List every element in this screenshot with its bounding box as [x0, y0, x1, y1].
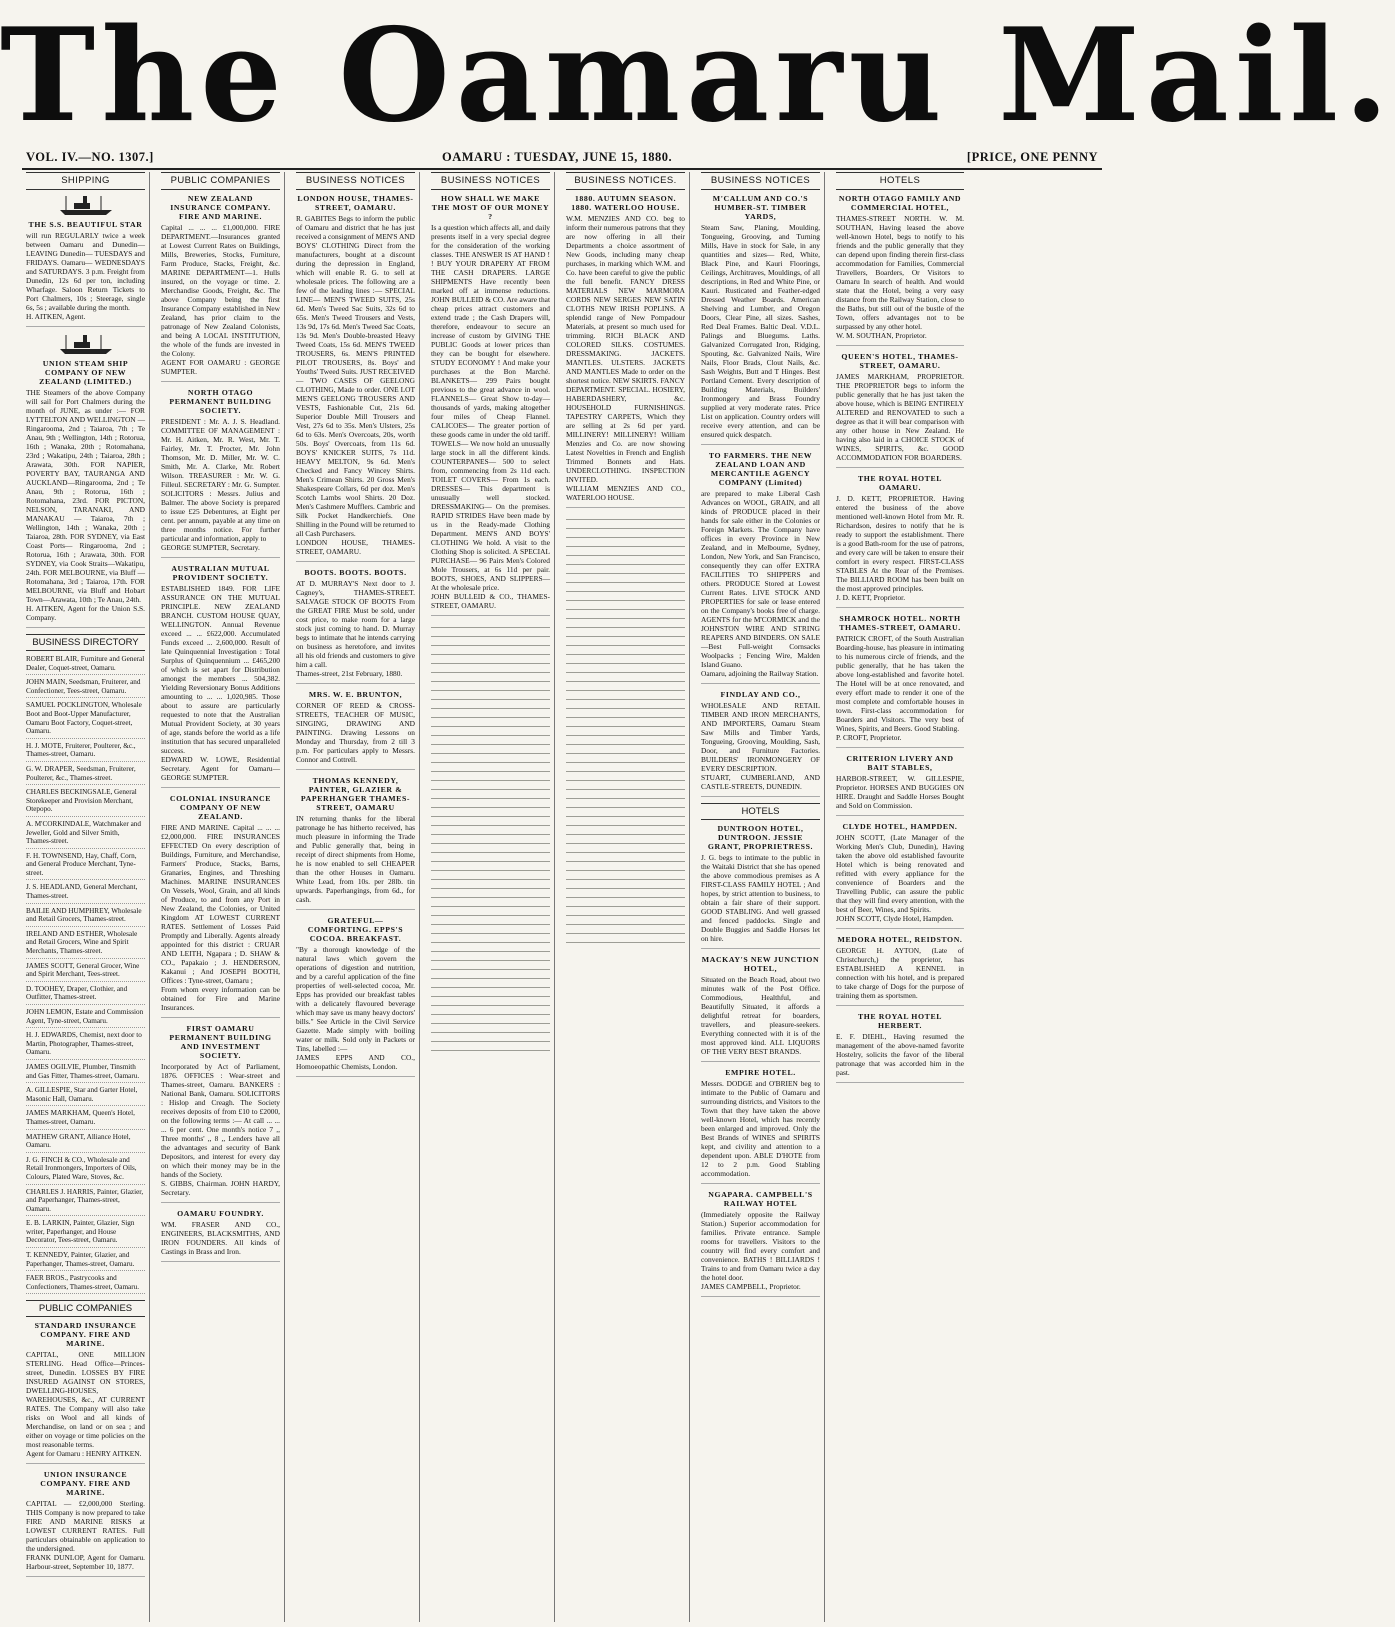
ad-heading: LONDON HOUSE, THAMES-STREET, OAMARU. [297, 194, 414, 212]
ad-signature: JAMES CAMPBELL, Proprietor. [701, 1282, 801, 1291]
ad-body: HARBOR-STREET, W. GILLESPIE, Proprietor. HORSES AND BUGGIES ON HIRE. Draught and Saddle Horses Bought and Sold on Commission. [836, 774, 964, 810]
ad-brunton [296, 690, 415, 770]
dateline [22, 148, 1102, 170]
directory-entry: H. J. MOTE, Fruiterer, Poulterer, &c., Thames-street, Oamaru. [26, 742, 145, 762]
directory-entry: E. B. LARKIN, Painter, Glazier, Sign writer, Paperhanger, and House Decorator, Tees-street, Oamaru. [26, 1219, 145, 1248]
ad-heading: MRS. W. E. BRUNTON, [308, 690, 403, 699]
steamship-icon [56, 333, 116, 355]
directory-entry: JAMES OGILVIE, Plumber, Tinsmith and Gas Fitter, Thames-street, Oamaru. [26, 1063, 145, 1083]
ad-signature: WILLIAM MENZIES AND CO., WATERLOO HOUSE. [566, 484, 685, 502]
directory-entry: CHARLES J. HARRIS, Painter, Glazier, and Paperhanger, Thames-street, Oamaru. [26, 1188, 145, 1217]
ad-clyde-hotel [836, 822, 964, 929]
ad-signature: AGENT FOR OAMARU : GEORGE SUMPTER. [161, 358, 280, 376]
ad-heading: GRATEFUL—COMFORTING. EPPS'S COCOA. BREAKFAST. [307, 916, 404, 943]
ad-heading: MACKAY'S NEW JUNCTION HOTEL, [701, 955, 820, 973]
ad-body: CORNER OF REED & CROSS-STREETS, TEACHER OF MUSIC, SINGING, DRAWING AND PAINTING. Drawing Lessons on Monday and Thursday, from 2 till 3 p.m. For particulars apply to Messrs. Connor and Cottrell. [296, 701, 415, 764]
ad-body: Messrs. DODGE and O'BRIEN beg to intimate to the Public of Oamaru and surrounding districts, and Visitors to the Town that they have taken the above well-known Hotel, which has recently been enlarged and improved. Only the Best Brands of WINES and SPIRITS kept, and civility and attention to a dependent upon. ABLE D'HOTE from 12 to 2 p.m. Good Stabling accommodation. [701, 1079, 820, 1178]
ad-heading: AUSTRALIAN MUTUAL PROVIDENT SOCIETY. [171, 564, 270, 582]
directory-entry: D. TOOHEY, Draper, Clothier, and Outfitter, Thames-street. [26, 985, 145, 1005]
ad-signature: JOHN BULLEID & CO., THAMES-STREET, OAMARU. [431, 592, 550, 610]
ad-heading: NEW ZEALAND INSURANCE COMPANY. FIRE AND MARINE. [170, 194, 271, 221]
ad-body: JOHN SCOTT, (Late Manager of the Working Men's Club, Dunedin), Having taken the above old established favourite Hotel which is being renovated and refitted with every appliance for the convenience of Boarders and the Travelling Public, can assure the public that they will find every attention, with the best of Beer, Wines, and Spirits. [836, 833, 964, 914]
directory-entry: JOHN LEMON, Estate and Commission Agent, Tyne-street, Oamaru. [26, 1008, 145, 1028]
text-fill [566, 514, 685, 944]
column-header: BUSINESS NOTICES [701, 172, 820, 190]
ad-body: ESTABLISHED 1849. FOR LIFE ASSURANCE ON THE MUTUAL PRINCIPLE. NEW ZEALAND BRANCH. CUSTOM HOUSE QUAY, WELLINGTON. Annual Revenue exceed ... ... £622,000. Accumulated Funds exceed ... 2,600,000. Result of late Quinquennial Investigation : Total Surplus of Quinquennium ... £465,200 of which is set apart for Distribution amongst the members ... 504,382. Yielding Reversionary Bonus Additions amounting to ... ... 1,020,985. Those about to assure are particularly requested to note that the Australian Mutual Provident Society, at 30 years of age, stands before the world as a life institution that has secured unparalleled success. [161, 584, 280, 755]
ad-body: GEORGE H. AYTON, (Late of Christchurch,) the proprietor, has ESTABLISHED A KENNEL in connection with his hotel, and is prepared to take charge of Dogs for the purpose of training them as sportsmen. [836, 946, 964, 1000]
ad-heading: THE ROYAL HOTEL OAMARU. [857, 474, 943, 492]
ad-heading: DUNTROON HOTEL, DUNTROON. JESSIE GRANT, PROPRIETRESS. [707, 824, 814, 851]
directory-entry: A. M'CORKINDALE, Watchmaker and Jeweller, Gold and Silver Smith, Thames-street. [26, 820, 145, 849]
ad-colonial-insurance [161, 794, 280, 1018]
ad-heading: CRITERION LIVERY AND BAIT STABLES, [846, 754, 954, 772]
column-public-companies [157, 172, 285, 1622]
ad-body: WHOLESALE AND RETAIL TIMBER AND IRON MERCHANTS, AND IMPORTERS, Oamaru Steam Saw Mills and Timber Yards, Tongueing, Grooving, Moulding, Sash, Door, and Furniture Factories. BUILDERS' IRONMONGERY OF EVERY DESCRIPTION. [701, 701, 820, 773]
ad-heading: SHAMROCK HOTEL. NORTH THAMES-STREET, OAMARU. [839, 614, 961, 632]
directory-entry: SAMUEL POCKLINGTON, Wholesale Boot and Boot-Upper Manufacturer, Oamaru Boot Factory, Coquet-street, Oamaru. [26, 701, 145, 738]
directory-entry: JOHN MAIN, Seedsman, Fruiterer, and Confectioner, Tees-street, Oamaru. [26, 678, 145, 698]
column-header: HOTELS [836, 172, 964, 190]
column-header: BUSINESS NOTICES. [566, 172, 685, 190]
ad-heading: M'CALLUM AND CO.'S HUMBER-ST. TIMBER YARDS, [712, 194, 809, 221]
column-header: SHIPPING [26, 172, 145, 190]
ad-heading: FIRST OAMARU PERMANENT BUILDING AND INVESTMENT SOCIETY. [169, 1024, 272, 1060]
directory-entry: ROBERT BLAIR, Furniture and General Dealer, Coquet-street, Oamaru. [26, 655, 145, 675]
ad-signature: S. GIBBS, Chairman. JOHN HARDY, Secretary. [161, 1179, 280, 1197]
business-directory [26, 655, 145, 1294]
ad-heading: THOMAS KENNEDY, PAINTER, GLAZIER & PAPERHANGER THAMES-STREET, OAMARU [300, 776, 411, 812]
ad-north-otago-building [161, 388, 280, 558]
directory-entry: IRELAND AND ESTHER, Wholesale and Retail Grocers, Wine and Spirit Merchants, Thames-street. [26, 930, 145, 959]
column-hotels [832, 172, 968, 1622]
ad-oamaru-foundry [161, 1209, 280, 1262]
ad-body: (Immediately opposite the Railway Station.) Superior accommodation for families. Private entrance. Sample rooms for travellers. Visitors to the country will find every comfort and convenience. BATHS ! BILLIARDS ! Trains to and from Oamaru twice a day the hotel door. [701, 1210, 820, 1282]
ad-body: J. G. begs to intimate to the public in the Waitaki District that she has opened the above commodious premises as A FIRST-CLASS FAMILY HOTEL ; And hopes, by strict attention to business, to obtain a fair share of their support. GOOD STABLING. And well grassed and fenced paddocks. Single and Double Buggies and Saddle Horses let on hire. [701, 853, 820, 943]
ad-signature: P. CROFT, Proprietor. [836, 733, 902, 742]
directory-entry: F. H. TOWNSEND, Hay, Chaff, Corn, and General Produce Merchant, Tyne-street. [26, 852, 145, 881]
ad-heading: TO FARMERS. THE NEW ZEALAND LOAN AND MERCANTILE AGENCY COMPANY (Limited) [708, 451, 813, 487]
ad-nz-loan-agency [701, 451, 820, 684]
ad-boots [296, 568, 415, 684]
directory-entry: JAMES MARKHAM, Queen's Hotel, Thames-street, Oamaru. [26, 1109, 145, 1129]
ad-body: E. F. DIEHL, Having resumed the management of the above-named favorite Hostelry, solicits the favor of the liberal patronage that was accorded him in the past. [836, 1032, 964, 1077]
ad-signature: W. M. SOUTHAN, Proprietor. [836, 331, 927, 340]
ad-london-house [296, 194, 415, 562]
ad-heading: OAMARU FOUNDRY. [177, 1209, 264, 1218]
column-header: PUBLIC COMPANIES [161, 172, 280, 190]
ad-campbells-hotel [701, 1190, 820, 1297]
ad-signature: LONDON HOUSE, THAMES-STREET, OAMARU. [296, 538, 415, 556]
ad-signature: JAMES EPPS AND CO., Homoeopathic Chemists, London. [296, 1053, 415, 1071]
column-business-notices-3 [562, 172, 690, 1622]
ad-body: R. GABITES Begs to inform the public of Oamaru and district that he has just received a consignment of MEN'S AND BOYS' CLOTHING Direct from the manufacturers, bought at a discount during the depression in England, which will enable R. G. to sell at wholesale prices. The following are a few of the leading lines :— SPECIAL LINE— MEN'S TWEED SUITS, 25s 6d. Men's Tweed Sac Suits, 32s 6d to 65s. Men's Tweed Trousers and Vests, 13s 9d, 17s 6d. Men's Tweed Sac Coats, 13s 9d. Men's Double-breasted Heavy Tweed Coats, 15s 6d. MEN'S TWEED TROUSERS, 6s. MEN'S PRINTED PILOT TROUSERS, 8s. Boys' and Youths' Tweed Suits. JUST RECEIVED— TWO CASES OF GEELONG CLOTHING, Made to order. ONE LOT MEN'S GEELONG TROUSERS AND VESTS, Fashionable Cut, 21s 6d. Superior Double Mill Trousers and Vest, 27s 6d to 35s. Men's Ulsters, 25s 6d to 63s. Men's Overcoats, 20s, worth 50s. Boys' Overcoats, from 11s 6d. BOYS' KNICKER SUITS, 7s 11d. HEAVY MELTON, 9s 6d. Men's Checked and Fancy Wincey Shirts. Men's Crimean Shirts. 20 Gross Men's Shakespeare Collars, 6d per doz. Men's Scotch Lambs wool Shirts. 20 Doz. Men's Cashmere Mufflers. Cambric and Silk Pocket Handkerchiefs. One Shilling in the Pound will be returned to all Cash Purchasers. [296, 214, 415, 538]
directory-entry: MATHEW GRANT, Alliance Hotel, Oamaru. [26, 1133, 145, 1153]
ad-body: Steam Saw, Planing, Moulding, Tongueing, Grooving, and Turning Mills, Have in stock for Sale, in any quantities and sizes— Red, White, Black Pine, and Kauri Floorings, Ceilings, Architraves, Mouldings, of all descriptions, in Red and White Pine, or Kauri. Rusticated and Feather-edged Dressed Weather Boards. American Shelving and Lumber, and Oregon Doors, Clear Pine, all sizes. Sashes, Red Deal Frames. Baltic Deal. V.D.L. Palings and Bluegums. Laths. Galvanized Corrugated Iron, Ridging, Spouting, &c. Galvanized Nails, Wire Nails, Floor Brads, Clout Nails, &c. Sash Weights, Butt and T Hinges. Best Portland Cement. Every description of Building Materials, Builders' Ironmongery and Brass Foundry supplied at very moderate rates. Price List on application. Country orders will receive every attention, and can be ensured quick despatch. [701, 223, 820, 439]
ad-union-steamship [26, 359, 145, 628]
text-fill [431, 622, 550, 1052]
ad-heading: NORTH OTAGO FAMILY AND COMMERCIAL HOTEL, [838, 194, 962, 212]
ad-body: "By a thorough knowledge of the natural laws which govern the operations of digestion and nutrition, and by a careful application of the fine properties of well-selected cocoa, Mr. Epps has provided our breakfast tables with a delicately flavoured beverage which may save us many heavy doctors' bills." See Article in the Civil Service Gazette. Made simply with boiling water or milk. Sold only in Packets or Tins, labelled :— [296, 945, 415, 1053]
ad-heading: STANDARD INSURANCE COMPANY. FIRE AND MARINE. [34, 1321, 137, 1349]
column-business-notices-2 [427, 172, 555, 1622]
ad-body: IN returning thanks for the liberal patronage he has hitherto received, has much pleasure in informing the Trade and Public generally that, being in receipt of direct shipments from Home, he is now enabled to sell CHEAPER than the other Houses in Oamaru. White Lead, from 10s. per 28lb. tin upwards. Paperhangings, from 6d., for cash. [296, 814, 415, 904]
ad-steamer [26, 220, 145, 327]
ad-heading: NORTH OTAGO PERMANENT BUILDING SOCIETY. [169, 388, 272, 415]
directory-entry: JAMES SCOTT, General Grocer, Wine and Spirit Merchant, Tees-street. [26, 962, 145, 982]
ad-mackays-hotel [701, 955, 820, 1062]
ad-epps-cocoa [296, 916, 415, 1077]
ad-signature: Agent for Oamaru : HENRY AITKEN. [26, 1449, 142, 1459]
hotels-header: HOTELS [701, 803, 820, 820]
ad-body: FIRE AND MARINE. Capital ... ... ... £2,000,000. FIRE INSURANCES EFFECTED On every description of Buildings, Furniture, and Merchandise, Farmers' Produce, Stacks, Barns, Granaries, Engines, and Threshing Machines. MARINE INSURANCES On Vessels, Wool, Grain, and all kinds of Produce, to and from any Port in New Zealand, the Colonies, or United Kingdom AT LOWEST CURRENT RATES. Settlement of Losses Paid Promptly and Liberally. Agents already appointed for this district : CRUAR AND LEITH, Ngapara ; D. SHAW & CO., Papakaio ; J. HENDERSON, Kakanui ; And JOSEPH BOOTH, Offices : Tyne-street, Oamaru ; [161, 823, 280, 985]
ad-heading: HOW SHALL WE MAKE THE MOST OF OUR MONEY ? [431, 194, 550, 221]
ad-heading: UNION STEAM SHIP COMPANY OF NEW ZEALAND (LIMITED.) [39, 359, 132, 386]
ad-body: PATRICK CROFT, of the South Australian Boarding-house, has pleasure in intimating to his numerous circle of friends, and the public generally, that he has taken the above long-established and favorite hotel. The Hotel will be at once renovated, and every effort made to render it one of the most complete and comfortable houses in town. First-class accommodation for Boarders and Visitors. The very best of Wines, Spirits, and Beers. Good Stabling. [836, 634, 964, 733]
ad-duntroon-hotel [701, 824, 820, 949]
directory-entry: FAER BROS., Pastrycooks and Confectioners, Thames-street, Oamaru. [26, 1274, 145, 1294]
volume-number: VOL. IV.—NO. 1307.] [26, 150, 154, 164]
ad-body: Capital ... ... ... £1,000,000. FIRE DEPARTMENT.—Insurances granted at Lowest Current Rates on Buildings, Mills, Breweries, Stocks, Furniture, Farm Produce, Stacks, Freight, &c. MARINE DEPARTMENT—1. Hulls insured, on the voyage or time. 2. Merchandise Goods, Freight, &c. The above Company being the first Insurance Company established in New Zealand, has prior claim to the patronage of New Zealand Colonists, and being A LOCAL INSTITUTION, the whole of the funds are invested in the Colony. [161, 223, 280, 358]
ad-north-otago-hotel [836, 194, 964, 346]
ad-royal-hotel-herbert [836, 1012, 964, 1083]
ad-signature: Oamaru, adjoining the Railway Station. [701, 669, 819, 678]
steamship-icon [56, 194, 116, 216]
ad-criterion-stables [836, 754, 964, 816]
ad-standard-insurance [26, 1321, 145, 1464]
ad-waterloo-house [566, 194, 685, 508]
ad-signature: H. AITKEN, Agent for the Union S.S. Company. [26, 604, 145, 622]
ad-nz-insurance [161, 194, 280, 382]
ad-body: CAPITAL, ONE MILLION STERLING. Head Office—Princes-street, Dunedin. LOSSES BY FIRE INSURED AGAINST ON STORES, DWELLING-HOUSES, WAREHOUSES, &c., AT CURRENT RATES. The Company will also take risks on Wool and all kinds of Merchandise, on land or on sea ; and either on voyage or time policies on the most reasonable terms. [26, 1350, 145, 1450]
public-companies-header: PUBLIC COMPANIES [26, 1300, 145, 1317]
ad-heading: MEDORA HOTEL, REIDSTON. [837, 935, 963, 944]
ad-signature: H. AITKEN, Agent. [26, 312, 86, 321]
columns [22, 172, 1104, 1622]
directory-entry: A. GILLESPIE, Star and Garter Hotel, Masonic Hall, Oamaru. [26, 1086, 145, 1106]
ad-signature: Thames-street, 21st February, 1880. [296, 669, 403, 678]
ad-signature: STUART, CUMBERLAND, AND CASTLE-STREETS, DUNEDIN. [701, 773, 820, 791]
ad-heading: 1880. AUTUMN SEASON. 1880. WATERLOO HOUSE. [571, 194, 680, 212]
ad-heading: BOOTS. BOOTS. BOOTS. [304, 568, 407, 577]
ad-body: Situated on the Beach Road, about two minutes walk of the Post Office. Commodious, Healthful, and Beautifully Situated, it affords a delightful retreat for boarders, travellers, and pleasure-seekers. Everything connected with it is of the most approved kind. ALL LIQUORS OF THE VERY BEST BRANDS. [701, 975, 820, 1056]
ad-body: THE Steamers of the above Company will sail for Port Chalmers during the month of JUNE, as under :— FOR LYTTELTON AND WELLINGTON —Ringarooma, 2nd ; Taiaroa, 7th ; Te Anau, 9th ; Wellington, 14th ; Rotorua, 16th ; Wanaka, 20th ; Rotomahana, 23rd ; Wakatipu, 24th ; Taiaroa, 28th ; Arawata, 30th. FOR NAPIER, POVERTY BAY, TAURANGA AND AUCKLAND—Ringarooma, 2nd ; Te Anau, 9th ; Rotorua, 16th ; Rotomahana, 23rd. FOR PICTON, NELSON, TARANAKI, AND MANAKAU — Taiaroa, 7th ; Wellington, 14th ; Wanaka, 20th ; Taiaroa, 28th. FOR SYDNEY, via East Coast Ports— Ringarooma, 2nd ; Rotorua, 16th ; Arawata, 30th. FOR SYDNEY, via Cook Straits—Wakatipu, 24th. FOR MELBOURNE, via Bluff — Rotomahana, 3rd ; Taiaroa, 17th. FOR MELBOURNE, via Bluff and Hobart Town—Arawata, 10th ; Te Anau, 24th. [26, 388, 145, 604]
directory-entry: T. KENNEDY, Painter, Glazier, and Paperhanger, Thames-street, Oamaru. [26, 1251, 145, 1271]
ad-body: CAPITAL — £2,000,000 Sterling. THIS Company is now prepared to take FIRE AND MARINE RISKS at LOWEST CURRENT RATES. Full particulars obtainable on application to the undersigned. [26, 1499, 145, 1554]
directory-entry: G. W. DRAPER, Seedsman, Fruiterer, Poulterer, &c., Thames-street. [26, 765, 145, 785]
ad-heading: UNION INSURANCE COMPANY. FIRE AND MARINE. [40, 1470, 131, 1498]
ad-first-oamaru-building [161, 1024, 280, 1203]
price: [PRICE, ONE PENNY [966, 150, 1098, 164]
ad-signature: FRANK DUNLOP, Agent for Oamaru. Harbour-street, September 10, 1877. [26, 1553, 145, 1572]
ad-signature: J. D. KETT, Proprietor. [836, 593, 906, 602]
ad-body: will run REGULARLY twice a week between Oamaru and Dunedin— LEAVING Dunedin— TUESDAYS and FRIDAYS. Oamaru— WEDNESDAYS and SATURDAYS. 3 p.m. Freight from Dunedin, 12s 6d per ton, including Wharfage. Saloon Return Tickets to Port Chalmers, 10s ; Steerage, single 6s, 5s ; available during the month. [26, 231, 145, 312]
directory-entry: J. S. HEADLAND, General Merchant, Thames-street. [26, 883, 145, 903]
column-shipping [22, 172, 150, 1622]
ad-heading: FINDLAY AND CO., [720, 690, 801, 699]
ad-body: JAMES MARKHAM, PROPRIETOR. THE PROPRIETOR begs to inform the public generally that he has just taken the above house, which is BEING ENTIRELY ALTERED and RENOVATED to such a degree as that it will bear comparison with any other house in New Zealand. He having also laid in a CHOICE STOCK of WINES, SPIRITS, &c. GOOD ACCOMMODATION FOR BOARDERS. [836, 372, 964, 462]
issue-date: OAMARU : TUESDAY, JUNE 15, 1880. [442, 150, 673, 164]
ad-heading: NGAPARA. CAMPBELL'S RAILWAY HOTEL [708, 1190, 813, 1208]
ad-body: THAMES-STREET NORTH. W. M. SOUTHAN, Having leased the above well-known Hotel, begs to notify to his friends and the public generally that they can depend upon finding therein first-class accommodation for Families, Commercial Travellers, Boarders, Or Visitors to Oamaru In search of health. And would state that the Hotel, being a very easy distance from the Railway Station, close to the Baths, but still out of the bustle of the Town, offers advantages not to be surpassed by any other hotel. [836, 214, 964, 331]
directory-entry: H. J. EDWARDS, Chemist, next door to Martin, Photographer, Thames-street, Oamaru. [26, 1031, 145, 1060]
ad-heading: EMPIRE HOTEL. [725, 1068, 796, 1077]
ad-shamrock-hotel [836, 614, 964, 748]
column-header: BUSINESS NOTICES [296, 172, 415, 190]
directory-entry: BAILIE AND HUMPHREY, Wholesale and Retail Grocers, Thames-street. [26, 907, 145, 927]
ad-royal-hotel [836, 474, 964, 608]
ad-heading: COLONIAL INSURANCE COMPANY OF NEW ZEALAND. [169, 794, 272, 821]
ad-body: PRESIDENT : Mr. A. J. S. Headland. COMMITTEE OF MANAGEMENT : Mr. H. Aitken, Mr. R. West, Mr. T. Fairley, Mr. T. Procter, Mr. John Thomson, Mr. D. Miller, Mr. W. C. Smith, Mr. A. Clarke, Mr. Robert Wilson. TREASURER : Mr. W. G. Filleul. SECRETARY : Mr. G. Sumpter. SOLICITORS : Messrs. Julius and Balmer. The above Society is prepared to issue £25 Debentures, at Eight per cent. per annum, payable at any time on three months notice. For further particular and information, apply to [161, 417, 280, 543]
ad-amp-society [161, 564, 280, 788]
column-business-notices-1 [292, 172, 420, 1622]
ad-kennedy [296, 776, 415, 910]
ad-body: J. D. KETT, PROPRIETOR. Having entered the business of the above mentioned well-known Hotel from Mr. R. Richardson, desires to notify that he is ready to support the establishment. There is a good Bath-room for the use of patrons, and every care will be taken to ensure their comfort in every respect. FIRST-CLASS STABLES At the Rear of the Premises. The BILLIARD ROOM has been built on the most approved principles. [836, 494, 964, 593]
ad-body: Incorporated by Act of Parliament, 1876. OFFICES : Wear-street and Thames-street, Oamaru. BANKERS : National Bank, Oamaru. SOLICITORS : Hislop and Creagh. The Society receives deposits of from £10 to £2000, on the following terms :— At call ... ... ... 6 per cent. One month's notice 7 ,, Three months' ,, 8 ,, Lenders have all the advantages and security of Bank Depositors, and interest for every day on which their money may be in the hands of the Society. [161, 1062, 280, 1179]
ad-signature: From whom every information can be obtained for Fire and Marine Insurances. [161, 985, 280, 1012]
directory-entry: J. G. FINCH & CO., Wholesale and Retail Ironmongers, Importers of Oils, Colours, Plated Ware, Stoves, &c. [26, 1156, 145, 1185]
column-header: BUSINESS NOTICES [431, 172, 550, 190]
ad-union-insurance [26, 1470, 145, 1577]
ad-heading: QUEEN'S HOTEL, THAMES-STREET, OAMARU. [841, 352, 959, 370]
ad-findlay [701, 690, 820, 797]
ad-signature: EDWARD W. LOWE, Residential Secretary. Agent for Oamaru— GEORGE SUMPTER. [161, 755, 280, 782]
ad-bulleid-drapers [431, 194, 550, 616]
ad-heading: CLYDE HOTEL, HAMPDEN. [842, 822, 958, 831]
ad-empire-hotel [701, 1068, 820, 1184]
ad-body: Is a question which affects all, and daily presents itself in a very special degree for the consideration of the working classes. THE ANSWER IS AT HAND ! ! BUY YOUR DRAPERY AT FROM THE CASH DRAPERS. LARGE SHIPMENTS Have recently been marked off at immense reductions. JOHN BULLEID & CO. Are aware that cheap prices attract customers and extend trade ; the Cash Drapers will, therefore, endeavour to secure an increase of custom by GIVING THE PUBLIC Goods at lower prices than they can be bought for elsewhere. STUDY ECONOMY ! And make your purchases at the Bon Marché. BLANKETS— 299 Pairs bought previous to the great advance in wool. FLANNELS— Great Show to-day—thousands of yards, making altogether four miles of Cheap Flannel. CALICOES— The greater portion of these goods came in under the old tariff. TOWELS— We now hold an unusually large stock in all the different kinds. COUNTERPANES— 500 to select from, commencing from 2s 11d each. TOILET COVERS— From 1s each. DRESSES— This department is unusually well stocked. DRESSMAKING— On the premises. RAPID STRIDES Have been made by us in the Ready-made Clothing Department. MEN'S AND BOYS' CLOTHING We hold. A visit to the Clothing Shop is solicited. A SPECIAL PURCHASE— 96 Pairs Men's Colored Mole Trousers, at 6s 11d per pair. BOOTS, SHOES, AND SLIPPERS— At the wholesale price. [431, 223, 550, 592]
business-directory-header: BUSINESS DIRECTORY [26, 634, 145, 651]
ad-body: W.M. MENZIES AND CO. beg to inform their numerous patrons that they are now offering in all their Departments a choice assortment of New Goods, including many cheap purchases, in marking which W.M. and Co. have been careful to give the public the full benefit. FANCY DRESS MATERIALS NEW MARMORA CORDS NEW SERGES NEW SATIN CLOTHS NEW IRISH POPLINS. A splendid range of New Pompadour Materials, at present so much used for trimming. RICH BLACK AND COLORED SILKS. COSTUMES. DRESSMAKING. JACKETS. MANTLES. ULSTERS. JACKETS AND MANTLES Made to order on the shortest notice. NEW SKIRTS. FANCY DEPARTMENT. SPECIAL. HOSIERY, HABERDASHERY, &c. HOUSEHOLD FURNISHINGS. TAPESTRY CARPETS, Which they are selling at 2s 6d per yard. MILLINERY! MILLINERY! William Menzies and Co. are now showing Latest Novelties in French and English Trimmed Bonnets and Hats. UNDERCLOTHING. INSPECTION INVITED. [566, 214, 685, 484]
ad-signature: JOHN SCOTT, Clyde Hotel, Hampden. [836, 914, 954, 923]
ad-mcallum-timber [701, 194, 820, 445]
directory-entry: CHARLES BECKINGSALE, General Storekeeper and Provision Merchant, Otepopo. [26, 788, 145, 817]
ad-body: AT D. MURRAY'S Next door to J. Cagney's, THAMES-STREET. SALVAGE STOCK OF BOOTS From the GREAT FIRE Must be sold, under cost price, to make room for a large stock just coming to hand. D. Murray begs to intimate that he intends carrying on business as heretofore, and invites all his old friends and customers to give him a call. [296, 579, 415, 669]
ad-signature: GEORGE SUMPTER, Secretary. [161, 543, 260, 552]
ad-queens-hotel [836, 352, 964, 468]
ad-body: WM. FRASER AND CO., ENGINEERS, BLACKSMITHS, AND IRON FOUNDERS. All kinds of Castings in Brass and Iron. [161, 1220, 280, 1256]
ad-heading: THE S.S. BEAUTIFUL STAR [28, 220, 143, 229]
ad-medora-hotel [836, 935, 964, 1006]
masthead-title: The Oamaru Mail. [0, 1, 1395, 151]
column-business-notices-4 [697, 172, 825, 1622]
ad-body: are prepared to make Liberal Cash Advances on WOOL, GRAIN, and all kinds of PRODUCE placed in their hands for sale either in the Colonies or Foreign Markets. The Company have offices in every Province in New Zealand, and in Melbourne, Sydney, London, New York, and San Francisco, consequently they can offer EXTRA FACILITIES TO SHIPPERS and others. PRODUCE Stored at Lowest Current Rates. LIVE STOCK AND PROPERTIES for sale or lease entered on the Company's books free of charge. AGENTS for the M'CORMICK and the JOHNSTON WIRE AND STRING REAPERS AND BINDERS. ON SALE—Best Full-weight Cornsacks Woolpacks ; Fencing Wire, Malden Island Guano. [701, 489, 820, 669]
ad-heading: THE ROYAL HOTEL HERBERT. [857, 1012, 943, 1030]
